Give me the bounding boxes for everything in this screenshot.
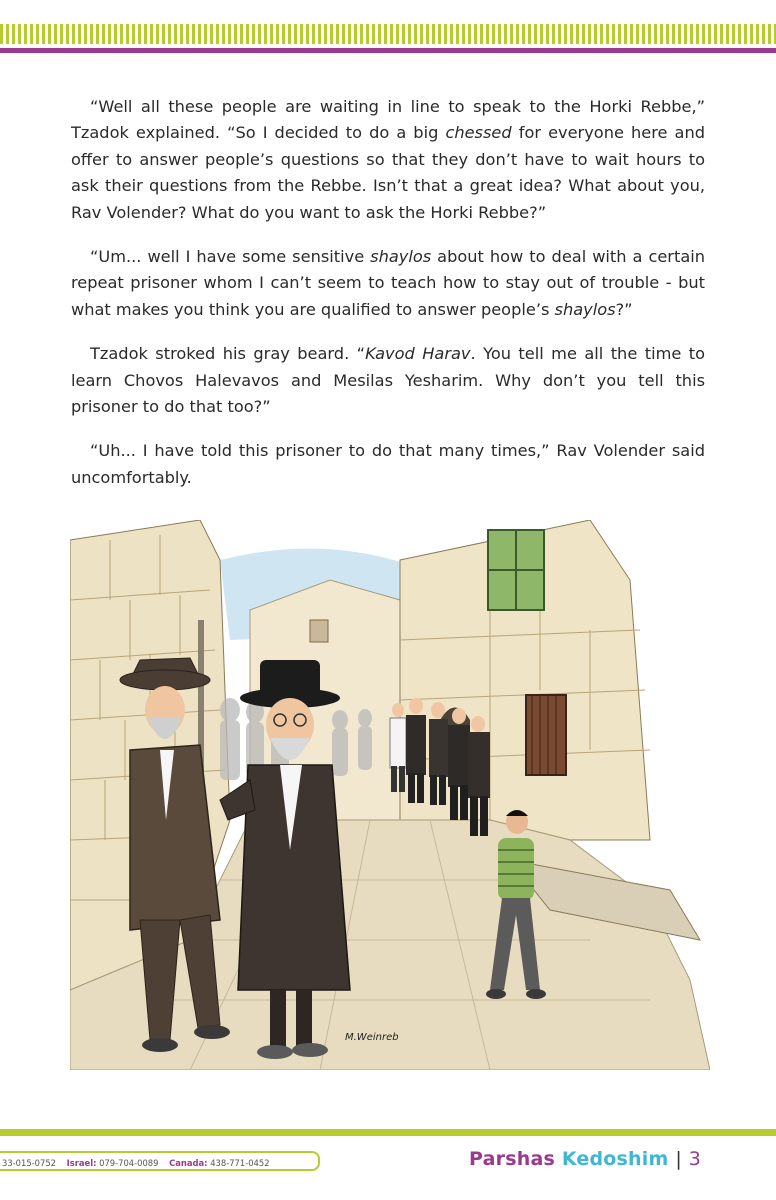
israel-label: Israel: (66, 1158, 97, 1168)
p1-run-1: “Well all these people are waiting in line to speak to the Horki Rebbe,” Tzadok explained. “So I decided to do a big (71, 97, 705, 143)
p3-run-3: . You tell me all the time to learn Chovos Halevavos and Mesilas Yesharim. Why don’t you tell this prisoner to do that too?” (71, 344, 705, 417)
parsha-name: Kedoshim (561, 1148, 669, 1170)
page-number: 3 (688, 1148, 702, 1170)
top-decorative-band (0, 24, 776, 44)
parsha-word: Parshas (469, 1148, 555, 1170)
p3-italic-kavod-harav: Kavod Harav (365, 344, 471, 364)
story-text (71, 94, 705, 509)
far-window (310, 620, 328, 642)
bottom-divider-line (0, 1129, 776, 1136)
phone-partial: 33-015-0752 (2, 1158, 56, 1168)
paragraph-1 (71, 94, 705, 226)
contact-info (0, 1151, 320, 1171)
p2-italic-shaylos: shaylos (370, 247, 432, 267)
p2-run-3: about how to deal with a certain repeat prisoner whom I can’t seem to teach how to stay out of trouble - but what makes you think you are qualified to answer people’s (71, 247, 705, 319)
paragraph-3 (71, 341, 705, 420)
p2-run-1: “Um... well I have some sensitive (90, 247, 371, 267)
top-divider-line (0, 48, 776, 53)
p4-run-1: “Uh... I have told this prisoner to do that many times,” Rav Volender said uncomfortably. (71, 441, 705, 487)
paragraph-4 (71, 438, 705, 491)
street-illustration (70, 520, 710, 1070)
canada-label: Canada: (169, 1158, 208, 1168)
paragraph-2 (71, 244, 705, 323)
title-separator: | (675, 1148, 682, 1170)
p2-italic-shaylos-2: shaylos (554, 299, 616, 319)
parsha-title (469, 1148, 701, 1170)
p2-run-5: ?” (615, 299, 633, 319)
p3-run-1: Tzadok stroked his gray beard. “ (90, 344, 366, 364)
artist-signature: M.Weinreb (345, 1032, 399, 1043)
p1-run-3: for everyone here and offer to answer people’s questions so that they don’t have to wait hours to ask their questions from the Rebbe. Isn’t that a great idea? What about you, Rav Volender? What do you want to ask the Horki Rebbe?” (71, 123, 705, 222)
israel-phone: 079-704-0089 (99, 1158, 159, 1168)
p1-italic-chessed: chessed (445, 123, 512, 143)
canada-phone: 438-771-0452 (210, 1158, 270, 1168)
